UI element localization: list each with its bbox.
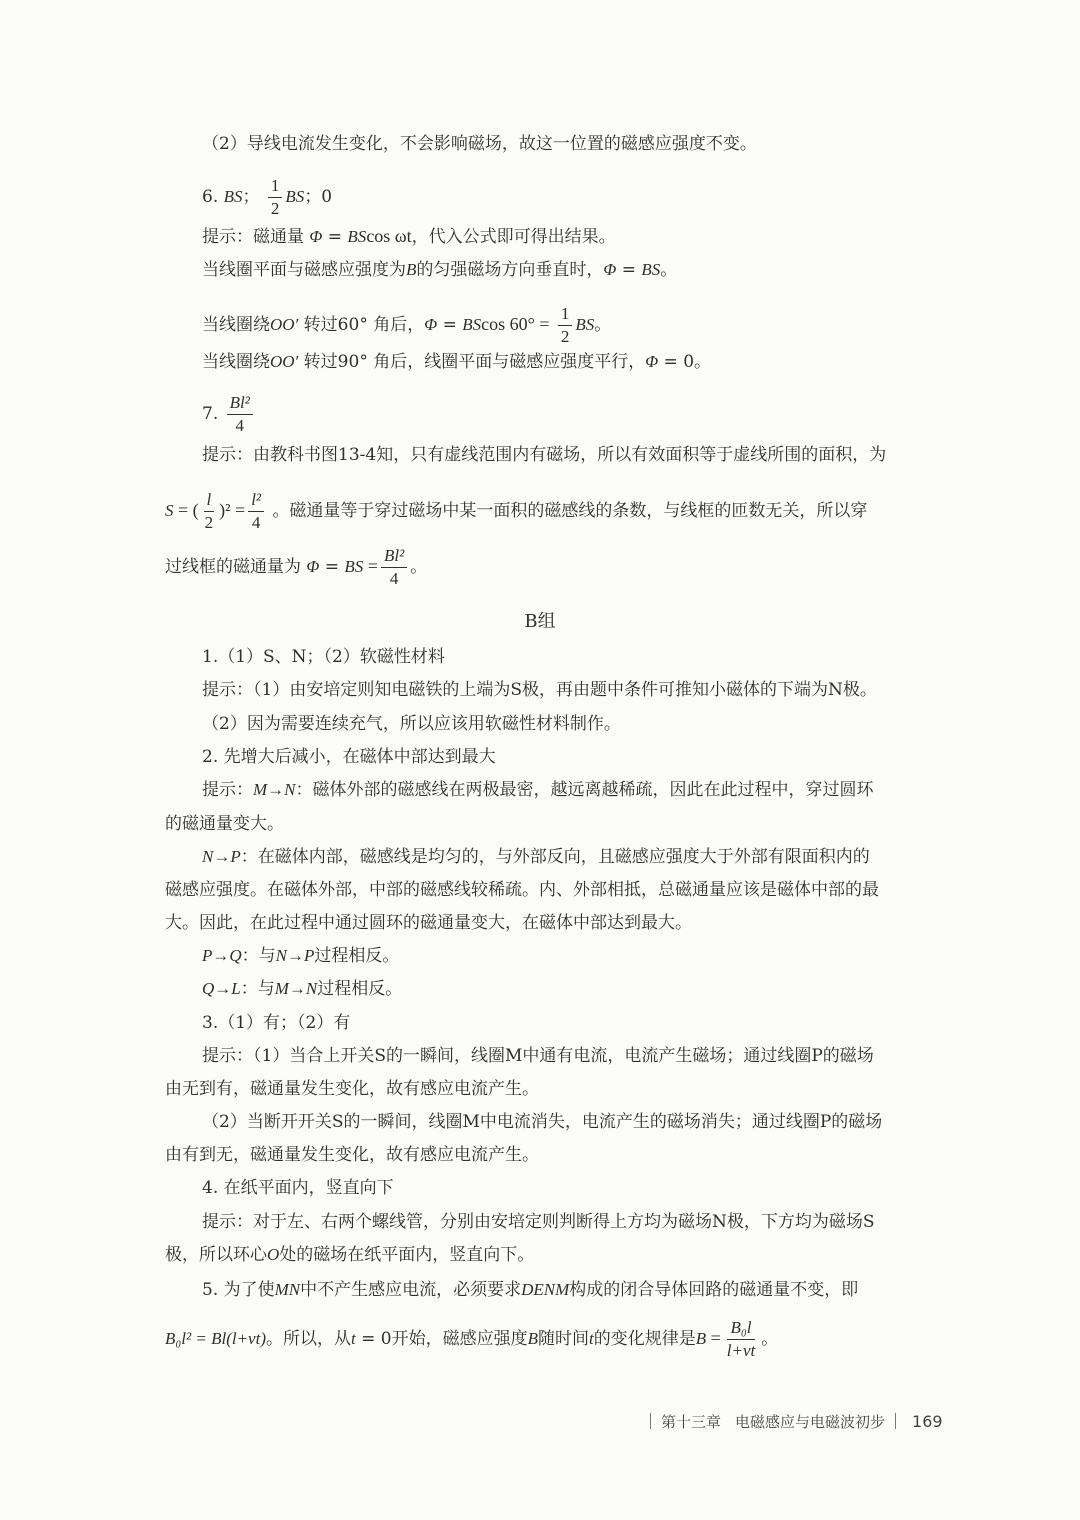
math-phi: Φ — [424, 315, 438, 334]
math-phi: Φ — [645, 352, 659, 371]
text: 由有到无，磁通量发生变化，故有感应电流产生。 — [165, 1145, 539, 1165]
numerator: 1 — [558, 304, 573, 326]
math-path: N→P — [202, 847, 241, 866]
numerator: Bl² — [227, 393, 253, 415]
fraction-bl2-over-4 — [381, 546, 407, 589]
text: ：与 — [240, 979, 275, 999]
b-hint-2 — [0, 778, 1080, 802]
b-hint-1-line2 — [0, 712, 1080, 736]
text: 构成的闭合导体回路的磁通量不变，即 — [569, 1280, 859, 1300]
text: 当线圈绕 — [202, 352, 270, 372]
hint-7 — [0, 443, 1080, 467]
b-answer-5 — [0, 1278, 1080, 1302]
hint-6-line2 — [0, 258, 1080, 282]
text: 转过90° 角后，线圈平面与磁感应强度平行， — [298, 352, 646, 372]
math-cos: cos 60° = — [481, 314, 550, 334]
b-hint-2-line4 — [0, 878, 1080, 902]
text: 的变化规律是 — [593, 1329, 696, 1349]
footer-chapter-title: 电磁感应与电磁波初步 — [735, 1412, 886, 1431]
answer-6 — [0, 176, 1080, 219]
text: 。磁通量等于穿过磁场中某一面积的磁感线的条数，与线框的匝数无关，所以穿 — [272, 501, 868, 521]
math-b: B — [695, 1329, 707, 1348]
math-bs: BS — [344, 557, 364, 576]
b-answer-4 — [0, 1176, 1080, 1200]
text: 过线框的磁通量为 — [165, 557, 307, 577]
text: 大。因此，在此过程中通过圆环的磁通量变大，在磁体中部达到最大。 — [165, 913, 692, 933]
math-s: S — [165, 501, 174, 520]
math-bs: BS — [462, 315, 482, 334]
text: = — [616, 260, 642, 280]
b-hint-3-line4 — [0, 1143, 1080, 1167]
text: 磁感应强度。在磁体外部，中部的磁感线较稀疏。内、外部相抵，总磁通量应该是磁体中部的最 — [165, 880, 879, 900]
numerator: 1 — [268, 176, 283, 198]
hint-6-line3 — [0, 304, 1080, 347]
denominator: 4 — [389, 569, 399, 588]
text: 的磁通量变大。 — [165, 814, 284, 834]
math-path: P→Q — [202, 946, 242, 965]
math-phi: Φ — [306, 557, 320, 576]
numerator: l² — [248, 490, 264, 512]
text: 随时间 — [537, 1329, 589, 1349]
text: 1.（1）S、N；（2）软磁性材料 — [202, 647, 445, 667]
text: 。 — [594, 315, 612, 335]
math-bs: BS — [285, 187, 305, 206]
text: 5. 为了使 — [202, 1280, 275, 1300]
text: （2）导线电流发生变化，不会影响磁场，故这一位置的磁感应强度不变。 — [202, 134, 757, 154]
math-t: t — [588, 1329, 594, 1348]
math-path: M→N — [253, 780, 296, 799]
text: 提示：（1）当合上开关S的一瞬间，线圈M中通有电流，电流产生磁场；通过线圈P的磁场 — [202, 1046, 874, 1066]
text: 。 — [410, 557, 428, 577]
math-bs: BS — [575, 315, 595, 334]
text: 当线圈绕 — [202, 315, 270, 335]
text: 3.（1）有；（2）有 — [202, 1013, 351, 1033]
math-o: O — [267, 1245, 280, 1264]
section-title-b: B组 — [524, 611, 556, 632]
text: 提示：（1）由安培定则知电磁铁的上端为S极，再由题中条件可推知小磁体的下端为N极。 — [202, 680, 877, 700]
denominator: l+vt — [726, 1341, 756, 1360]
b-answer-1 — [0, 645, 1080, 669]
b-hint-2-line6 — [0, 944, 1080, 968]
fraction-bl2-over-4 — [227, 393, 253, 436]
text: 2. 先增大后减小，在磁体中部达到最大 — [202, 747, 496, 767]
text: 6. — [202, 187, 224, 207]
math-oo: OO′ — [270, 352, 299, 371]
text: ； — [242, 187, 260, 207]
hint-7-line3 — [0, 546, 1080, 589]
text: = — [437, 315, 463, 335]
text: 由无到有，磁通量发生变化，故有感应电流产生。 — [165, 1079, 539, 1099]
footer-divider — [895, 1413, 896, 1429]
hint-7-line2 — [0, 490, 1080, 533]
text: ，代入公式即可得出结果。 — [411, 227, 616, 247]
math-path: N→P — [275, 946, 315, 965]
denominator: 2 — [270, 199, 280, 218]
text: 。 — [660, 260, 678, 280]
text: = — [322, 227, 348, 247]
b-hint-1 — [0, 678, 1080, 702]
text: 4. 在纸平面内，竖直向下 — [202, 1178, 394, 1198]
text: 中不产生感应电流，必须要求 — [300, 1280, 522, 1300]
fraction-l-over-2 — [202, 490, 217, 533]
fraction-half — [558, 304, 573, 347]
denominator: 4 — [235, 416, 244, 435]
math-mn: MN — [274, 1280, 301, 1299]
text: ：磁体外部的磁感线在两极最密，越远离越稀疏，因此在此过程中，穿过圆环 — [295, 780, 874, 800]
math-b: B — [406, 260, 417, 279]
text: 提示：对于左、右两个螺线管，分别由安培定则判断得上方均为磁场N极，下方均为磁场S — [202, 1212, 875, 1232]
math-path: Q→L — [202, 979, 241, 998]
b-hint-4-line2 — [0, 1243, 1080, 1267]
math-bs: BS — [223, 187, 243, 206]
b-hint-3-line3 — [0, 1110, 1080, 1134]
hint-6-line4 — [0, 350, 1080, 374]
fraction-l2-over-4 — [248, 490, 264, 533]
math-bs: BS — [641, 260, 661, 279]
numerator: l — [204, 490, 215, 512]
text: 。所以，从 — [265, 1329, 351, 1349]
text: ；0 — [304, 187, 333, 207]
math-t: t — [350, 1329, 356, 1348]
text: 过程相反。 — [317, 979, 403, 999]
b-hint-2-line7 — [0, 977, 1080, 1001]
text: 7. — [202, 404, 224, 424]
math-phi: Φ — [309, 227, 323, 246]
math-bs: BS — [347, 227, 367, 246]
b-hint-2-line2 — [0, 812, 1080, 836]
math-path: M→N — [274, 979, 318, 998]
answer-5-part2 — [0, 132, 1080, 156]
text: 提示：磁通量 — [202, 227, 310, 247]
text: ：与 — [241, 946, 276, 966]
text: 。 — [761, 1329, 779, 1349]
text: 提示：由教科书图13-4知，只有虚线范围内有磁场，所以有效面积等于虚线所围的面积，为 — [202, 445, 887, 465]
text: = — [363, 556, 378, 576]
b-answer-5-line2 — [0, 1318, 1080, 1361]
text: （2）因为需要连续充气，所以应该用软磁性材料制作。 — [202, 714, 621, 734]
b-hint-4 — [0, 1210, 1080, 1234]
text: 的匀强磁场方向垂直时， — [416, 260, 604, 280]
text: 当线圈平面与磁感应强度为 — [202, 260, 406, 280]
answer-7 — [0, 393, 1080, 436]
hint-6 — [0, 224, 1080, 249]
b-hint-3-line2 — [0, 1077, 1080, 1101]
math-denm: DENM — [521, 1280, 570, 1299]
fraction-half — [268, 176, 283, 219]
text: = — [319, 557, 345, 577]
denominator: 4 — [251, 513, 261, 532]
text: 转过60° 角后， — [298, 315, 425, 335]
b-answer-2 — [0, 745, 1080, 769]
text: = 0开始，磁感应强度 — [355, 1329, 528, 1349]
text: 提示： — [202, 780, 253, 800]
math-oo: OO′ — [270, 315, 299, 334]
denominator: 2 — [560, 327, 570, 346]
text: )² = — [219, 500, 246, 520]
text: = ( — [173, 500, 199, 520]
footer-chapter: 第十三章 — [661, 1412, 722, 1431]
numerator: Bl² — [381, 546, 407, 568]
text: 处的磁场在纸平面内，竖直向下。 — [279, 1245, 535, 1265]
page-footer — [640, 1408, 960, 1434]
text: 过程相反。 — [314, 946, 400, 966]
math-phi: Φ — [603, 260, 617, 279]
math-b: B — [527, 1329, 538, 1348]
b-hint-3 — [0, 1044, 1080, 1068]
fraction-b0l-over-l-vt — [724, 1318, 758, 1361]
text: 极，所以环心 — [165, 1245, 267, 1265]
math-equation: B₀l² = Bl(l+vt) — [165, 1329, 266, 1348]
footer-divider — [650, 1413, 651, 1429]
text: = — [706, 1328, 721, 1348]
text: ：在磁体内部，磁感线是均匀的，与外部反向，且磁感应强度大于外部有限面积内的 — [240, 847, 870, 867]
b-hint-2-line5 — [0, 911, 1080, 935]
numerator: B₀l — [727, 1318, 754, 1340]
page-number: 169 — [912, 1411, 943, 1431]
b-answer-3 — [0, 1011, 1080, 1035]
text: （2）当断开开关S的一瞬间，线圈M中电流消失，电流产生的磁场消失；通过线圈P的磁场 — [202, 1112, 883, 1132]
math-cos: cos ωt — [366, 226, 412, 246]
text: = 0。 — [658, 352, 712, 372]
b-hint-2-line3 — [0, 845, 1080, 869]
denominator: 2 — [204, 513, 214, 532]
